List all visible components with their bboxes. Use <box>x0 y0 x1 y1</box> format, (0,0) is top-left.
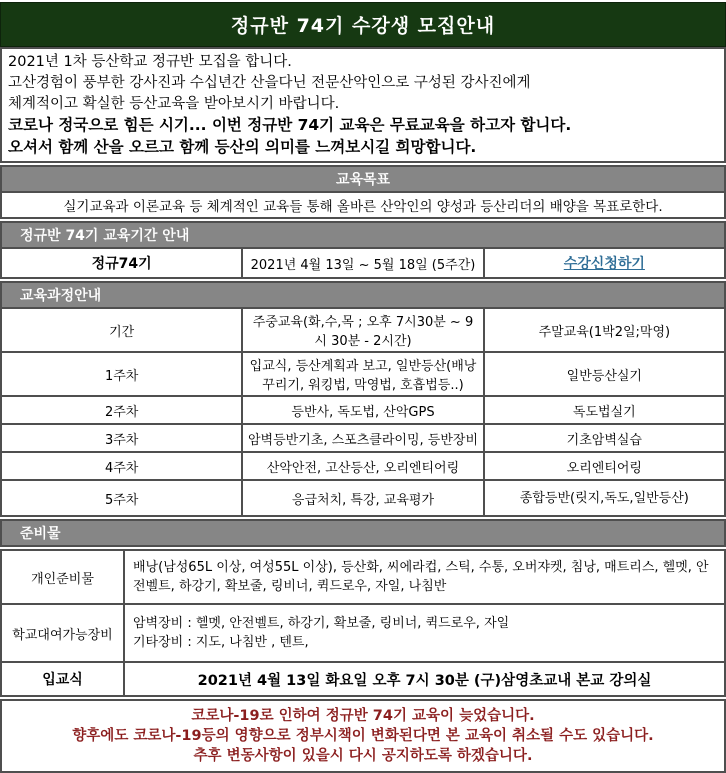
curriculum-row-week4 <box>1 452 725 480</box>
goal-header: 교육목표 <box>1 166 725 192</box>
goal-content: 실기교육과 이론교육 등 체계적인 교육들 통해 올바른 산악인의 양성과 등산리더의 배양을 목표로한다. <box>1 192 725 218</box>
curriculum-weekend: 종합등반(릿지,독도,일반등산) <box>484 480 725 516</box>
curriculum-weekend: 독도법실기 <box>484 396 725 424</box>
period-label: 정규74기 <box>1 248 242 278</box>
entrance-ceremony-content: 2021년 4월 13일 화요일 오후 7시 30분 (구)삼영초교내 본교 강의실 <box>124 662 725 696</box>
intro-line: 체계적이고 확실한 등산교육을 받아보시기 바랍니다. <box>8 96 340 112</box>
curriculum-weekday: 입교식, 등산계획과 보고, 일반등산(배낭꾸리기, 워킹법, 막영법, 호흡법등..) <box>242 352 483 396</box>
title-bar <box>0 2 726 47</box>
curriculum-row-week2 <box>1 396 725 424</box>
notice-line: 추후 변동사항이 있을시 다시 공지하도록 하겠습니다. <box>193 748 533 764</box>
personal-supplies-row <box>1 550 725 604</box>
personal-supplies-content: 배낭(남성65L 이상, 여성55L 이상), 등산화, 씨에라컵, 스틱, 수통, 오버쟈켓, 침낭, 매트리스, 헬멧, 안전벨트, 하강기, 확보줄, 링비너, 퀵드로우, 자일, 나침반 <box>124 550 725 604</box>
curriculum-weekday: 산악안전, 고산등산, 오리엔티어링 <box>242 452 483 480</box>
apply-link[interactable]: 수강신청하기 <box>563 256 645 272</box>
period-section <box>0 221 726 279</box>
curriculum-row-week3 <box>1 424 725 452</box>
curriculum-row-label: 2주차 <box>1 396 242 424</box>
curriculum-header: 교육과정안내 <box>1 282 725 308</box>
curriculum-weekend: 기초암벽실습 <box>484 424 725 452</box>
curriculum-weekday: 응급처치, 특강, 교육평가 <box>242 480 483 516</box>
curriculum-weekday: 암벽등반기초, 스포츠클라이밍, 등반장비 <box>242 424 483 452</box>
apply-link-cell <box>484 248 725 278</box>
notice-line: 향후에도 코로나-19등의 영향으로 정부시책이 변화된다면 본 교육이 취소될 수도 있습니다. <box>72 728 654 744</box>
supplies-header-bar <box>0 519 726 547</box>
rental-equipment-label: 학교대여가능장비 <box>1 604 124 662</box>
period-header: 정규반 74기 교육기간 안내 <box>1 222 725 248</box>
curriculum-row-week5 <box>1 480 725 516</box>
curriculum-row-label: 5주차 <box>1 480 242 516</box>
curriculum-row-period <box>1 308 725 352</box>
intro-line-emphasis: 코로나 정국으로 힘든 시기... 이번 정규반 74기 교육은 무료교육을 하고자 합니다. <box>8 116 572 134</box>
curriculum-row-label: 4주차 <box>1 452 242 480</box>
entrance-ceremony-label: 입교식 <box>1 662 124 696</box>
intro-section <box>0 47 726 163</box>
rental-other-gear: 기타장비 : 지도, 나침반 , 텐트, <box>133 635 309 650</box>
period-row <box>1 248 725 278</box>
curriculum-row-label: 기간 <box>1 308 242 352</box>
curriculum-row-week1 <box>1 352 725 396</box>
notice-line: 코로나-19로 인하여 정규반 74기 교육이 늦었습니다. <box>191 708 535 724</box>
intro-line-emphasis: 오셔서 함께 산을 오르고 함께 등산의 의미를 느껴보시길 희망합니다. <box>8 137 477 156</box>
curriculum-weekend: 일반등산실기 <box>484 352 725 396</box>
page-title: 정규반 74기 수강생 모집안내 <box>230 15 496 37</box>
curriculum-weekday: 등반사, 독도법, 산악GPS <box>242 396 483 424</box>
rental-rock-gear: 암벽장비 : 헬멧, 안전벨트, 하강기, 확보줄, 링비너, 퀵드로우, 자일 <box>133 616 510 631</box>
curriculum-weekend: 오리엔티어링 <box>484 452 725 480</box>
curriculum-row-label: 3주차 <box>1 424 242 452</box>
supplies-header: 준비물 <box>1 520 725 546</box>
covid-notice-section <box>0 699 726 773</box>
intro-line: 고산경험이 풍부한 강사진과 수십년간 산을다닌 전문산악인으로 구성된 강사진에게 <box>8 75 531 91</box>
period-dates: 2021년 4월 13일 ~ 5월 18일 (5주간) <box>242 248 483 278</box>
entrance-ceremony-row <box>1 662 725 696</box>
rental-equipment-row <box>1 604 725 662</box>
curriculum-row-label: 1주차 <box>1 352 242 396</box>
curriculum-section <box>0 281 726 517</box>
intro-line: 2021년 1차 등산학교 정규반 모집을 합니다. <box>8 54 292 70</box>
curriculum-weekday: 주중교육(화,수,목 ; 오후 7시30분 ~ 9시 30분 - 2시간) <box>242 308 483 352</box>
rental-equipment-content <box>124 604 725 662</box>
goal-section <box>0 165 726 219</box>
supplies-section <box>0 549 726 697</box>
curriculum-weekend: 주말교육(1박2일;막영) <box>484 308 725 352</box>
personal-supplies-label: 개인준비물 <box>1 550 124 604</box>
